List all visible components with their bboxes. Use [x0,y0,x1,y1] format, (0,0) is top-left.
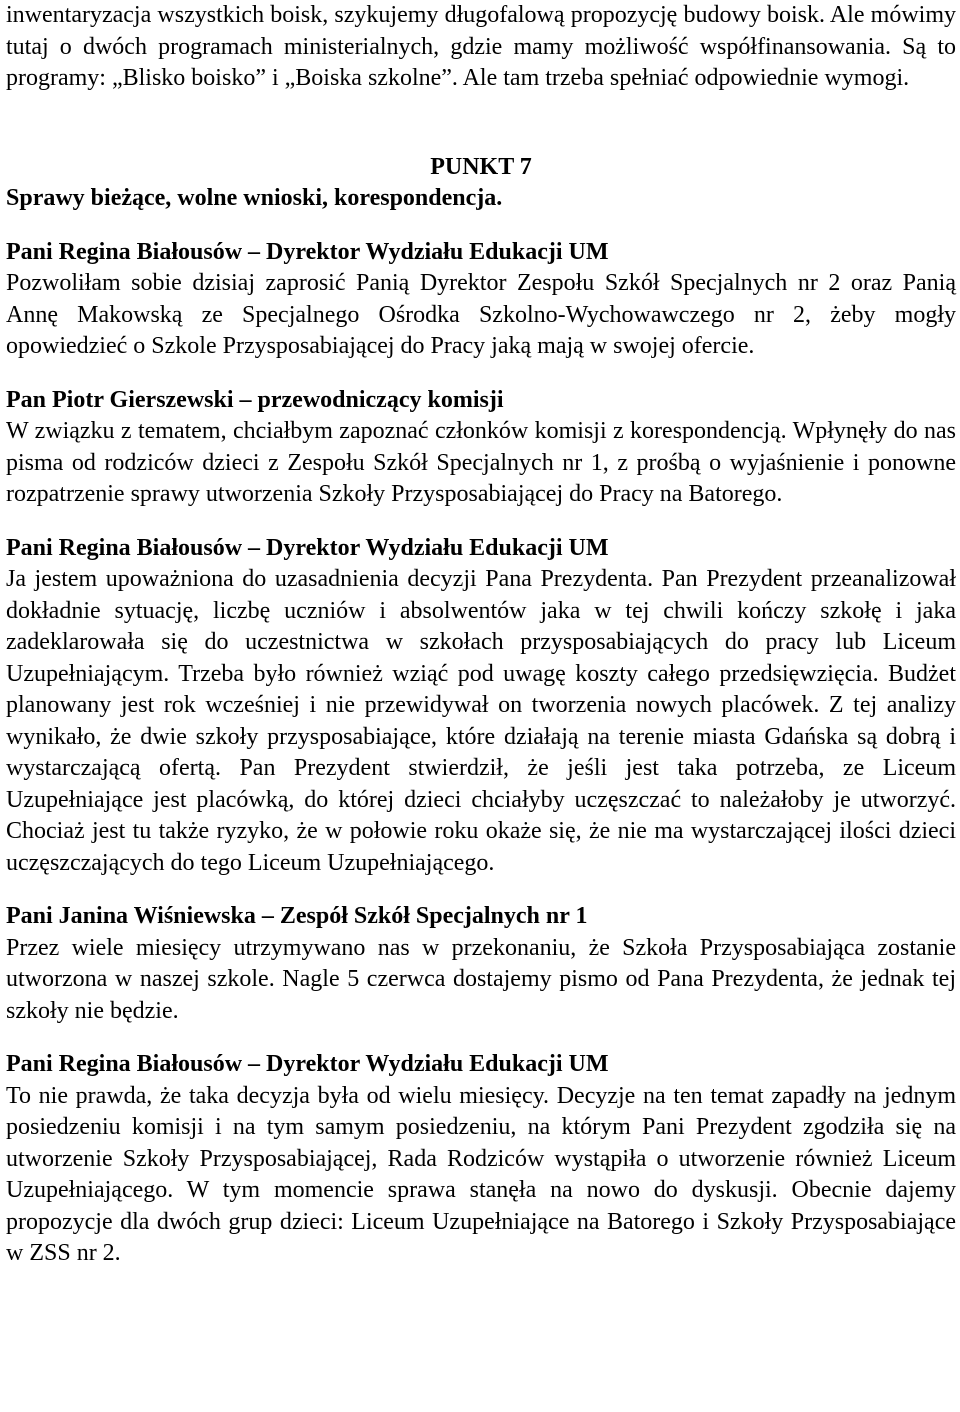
speaker-name: Pani Regina Białousów – Dyrektor Wydziału Edukacji UM [6,534,609,561]
statement-block [6,385,956,511]
statement-text: Ja jestem upoważniona do uzasadnienia decyzji Pana Prezydenta. Pan Prezydent przeanalizował dokładnie sytuację, liczbę uczniów i absolwentów jaka w tej chwili kończy szkołę i jaka zadeklarowała się do uczestnictwa w szkołach przysposabiających do pracy lub Liceum Uzupełniającym. Trzeba było również wziąć pod uwagę koszty całego przedsięwzięcia. Budżet planowany jest rok wcześniej i nie przewidywał on tworzenia nowych placówek. Z tej analizy wynikało, że dwie szkoły przysposabiające, które działają na terenie miasta Gdańska są dobrą i wystarczającą ofertą. Pan Prezydent stwierdził, że jeśli jest taka potrzeba, ze Liceum Uzupełniające jest placówką, do której dzieci chciałyby uczęszczać to należałoby je utworzyć. Chociaż jest tu także ryzyko, że w połowie roku okaże się, że nie ma wystarczającej ilości dzieci uczęszczających do tego Liceum Uzupełniającego. [6,566,956,876]
statement-block [6,237,956,363]
statement-text: Przez wiele miesięcy utrzymywano nas w przekonaniu, że Szkoła Przysposabiająca zostanie utworzona w naszej szkole. Nagle 5 czerwca dostajemy pismo od Pana Prezydenta, że jednak tej szkoły nie będzie. [6,934,956,1024]
section-subtitle: Sprawy bieżące, wolne wnioski, korespondencja. [6,185,503,211]
statement-block [6,1049,956,1270]
statement-text: W związku z tematem, chciałbym zapoznać członków komisji z korespondencją. Wpłynęły do nas pisma od rodziców dzieci z Zespołu Szkół Specjalnych nr 1, z prośbą o wyjaśnienie i ponowne rozpatrzenie sprawy utworzenia Szkoły Przysposabiającej do Pracy na Batorego. [6,418,956,507]
intro-paragraph: inwentaryzacja wszystkich boisk, szykujemy długofalową propozycję budowy boisk. Ale mówimy tutaj o dwóch programach ministerialnych, gdzie mamy możliwość współfinansowania. Są to programy: „Blisko boisko” i „Boiska szkolne”. Ale tam trzeba spełniać odpowiednie wymogi. [6,2,956,91]
speaker-name: Pan Piotr Gierszewski – przewodniczący komisji [6,386,504,413]
statement-block [6,901,956,1027]
speaker-name: Pani Regina Białousów – Dyrektor Wydziału Edukacji UM [6,1051,609,1077]
speaker-name: Pani Janina Wiśniewska – Zespół Szkół Specjalnych nr 1 [6,903,588,929]
statement-text: To nie prawda, że taka decyzja była od wielu miesięcy. Decyzje na ten temat zapadły na jednym posiedzeniu komisji i na tym samym posiedzeniu, na którym Pani Prezydent zgodziła się na utworzenie Szkoły Przysposabiającej, Rada Rodziców wystąpiła o utworzenie również Liceum Uzupełniającego. W tym momencie sprawa stanęła na nowo do dyskusji. Obecnie dajemy propozycje dla dwóch grup dzieci: Liceum Uzupełniające na Batorego i Szkoły Przysposabiające w ZSS nr 2. [6,1082,956,1266]
statement-text: Pozwoliłam sobie dzisiaj zaprosić Panią Dyrektor Zespołu Szkół Specjalnych nr 2 oraz Panią Annę Makowską ze Specjalnego Ośrodka Szkolno-Wychowawczego nr 2, żeby mogły opowiedzieć o Szkole Przysposabiającej do Pracy jaką mają w swojej ofercie. [6,270,956,359]
document-page [6,0,956,1270]
statement-block [6,533,956,880]
section-title: PUNKT 7 [430,153,532,180]
speaker-name: Pani Regina Białousów – Dyrektor Wydziału Edukacji UM [6,238,609,265]
